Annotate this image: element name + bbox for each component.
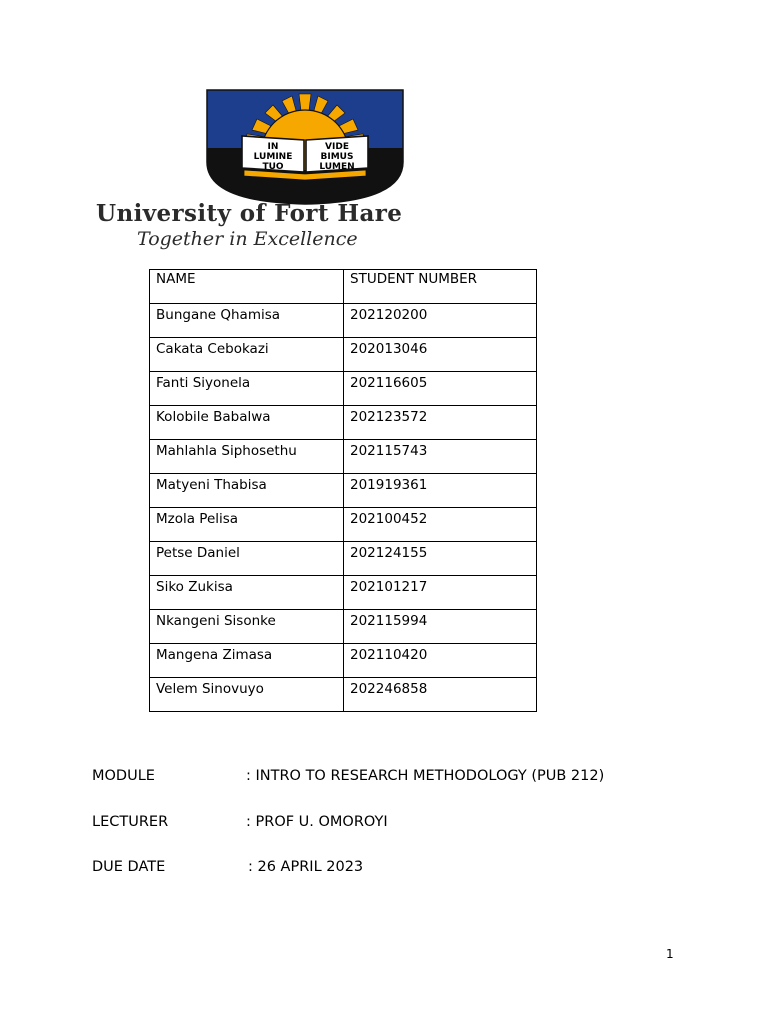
student-name: Cakata Cebokazi (150, 338, 344, 372)
student-name: Mangena Zimasa (150, 644, 344, 678)
student-number: 202116605 (344, 372, 537, 406)
header-student-number: STUDENT NUMBER (344, 270, 537, 304)
module-line (92, 768, 604, 784)
table-row (150, 338, 537, 372)
student-number: 202123572 (344, 406, 537, 440)
student-number: 202124155 (344, 542, 537, 576)
table-row (150, 610, 537, 644)
lecturer-label: LECTURER (92, 814, 169, 830)
student-name: Fanti Siyonela (150, 372, 344, 406)
university-crest-logo (200, 88, 410, 206)
lecturer-line (92, 814, 388, 830)
table-row (150, 576, 537, 610)
due-date-line (92, 859, 363, 875)
student-number: 202013046 (344, 338, 537, 372)
table-row (150, 678, 537, 712)
student-number: 202100452 (344, 508, 537, 542)
lecturer-value: : PROF U. OMOROYI (246, 814, 388, 830)
student-number: 201919361 (344, 474, 537, 508)
table-row (150, 474, 537, 508)
table-row (150, 440, 537, 474)
book-right-line-2: BIMUS (320, 152, 354, 162)
table-row (150, 542, 537, 576)
table-row (150, 304, 537, 338)
book-left-line-1: IN (267, 142, 279, 152)
student-name: Velem Sinovuyo (150, 678, 344, 712)
due-date-label: DUE DATE (92, 859, 166, 875)
student-number: 202120200 (344, 304, 537, 338)
university-name: University of Fort Hare (96, 200, 403, 227)
student-table (149, 269, 537, 712)
university-motto: Together in Excellence (137, 228, 358, 250)
module-value: : INTRO TO RESEARCH METHODOLOGY (PUB 212) (246, 768, 605, 784)
student-number: 202101217 (344, 576, 537, 610)
student-number: 202115743 (344, 440, 537, 474)
student-name: Nkangeni Sisonke (150, 610, 344, 644)
table-header-row (150, 270, 537, 304)
due-date-value: : 26 APRIL 2023 (248, 859, 364, 875)
student-name: Matyeni Thabisa (150, 474, 344, 508)
student-number: 202115994 (344, 610, 537, 644)
student-name: Kolobile Babalwa (150, 406, 344, 440)
table-row (150, 644, 537, 678)
student-name: Bungane Qhamisa (150, 304, 344, 338)
header-name: NAME (150, 270, 344, 304)
page-number: 1 (666, 947, 674, 961)
student-name: Mzola Pelisa (150, 508, 344, 542)
student-name: Mahlahla Siphosethu (150, 440, 344, 474)
student-name: Siko Zukisa (150, 576, 344, 610)
student-number: 202246858 (344, 678, 537, 712)
book-right-line-1: VIDE (325, 142, 349, 152)
table-row (150, 406, 537, 440)
book-right-line-3: LUMEN (319, 162, 355, 172)
student-number: 202110420 (344, 644, 537, 678)
book-left-line-2: LUMINE (253, 152, 293, 162)
student-name: Petse Daniel (150, 542, 344, 576)
table-row (150, 508, 537, 542)
module-label: MODULE (92, 768, 155, 784)
table-row (150, 372, 537, 406)
book-left-line-3: TUO (262, 162, 284, 172)
